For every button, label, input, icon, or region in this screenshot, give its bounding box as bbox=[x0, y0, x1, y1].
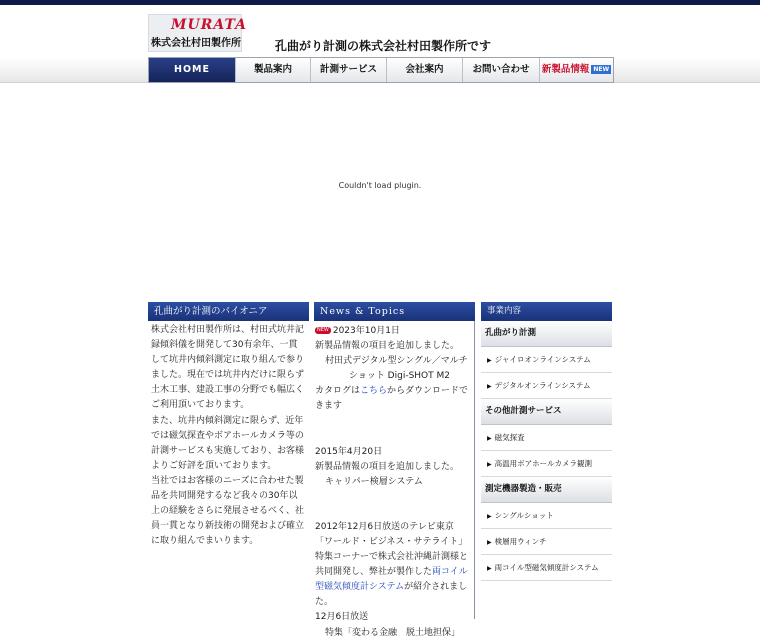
news-line: 新製品情報の項目を追加しました。 bbox=[315, 341, 460, 352]
intro-text bbox=[148, 321, 309, 549]
service-item-single-shot[interactable]: ▶ シングルショット bbox=[481, 503, 612, 529]
service-item-logging-winch[interactable]: ▶ 検層用ウィンチ bbox=[481, 529, 612, 555]
intro-paragraph: 当社ではお客様のニーズに合わせた製品を共同開発するなど我々の30年以上の経験をさらに発展させるべく、社員一貫となり新技術の開発および確立に取り組んでまいります。 bbox=[151, 475, 305, 547]
arrow-right-icon: ▶ bbox=[487, 357, 492, 364]
news-line: キャリパー検層システム bbox=[325, 476, 423, 487]
news-line: 「ワールド・ビジネス・サテライト」特集コーナーで株式会社沖縄計測様と共同開発し、弊社が製作した両コイル型磁気傾度計システムが紹介されました。 bbox=[315, 536, 469, 608]
service-item-magnetic-survey[interactable]: ▶ 磁気探査 bbox=[481, 425, 612, 451]
news-column bbox=[314, 302, 475, 638]
service-category-other[interactable]: その他計測サービス bbox=[481, 399, 612, 425]
catalog-download-link[interactable]: こちら bbox=[360, 386, 388, 397]
nav-products[interactable]: 製品案内 bbox=[236, 58, 311, 82]
arrow-right-icon: ▶ bbox=[487, 565, 492, 572]
arrow-right-icon: ▶ bbox=[487, 461, 492, 468]
logo-text: 株式会社村田製作所 bbox=[151, 38, 241, 49]
news-list bbox=[314, 321, 474, 641]
news-line: ショット Digi-SHOT M2 bbox=[349, 371, 450, 382]
nav-new-products-label: 新製品情報 bbox=[541, 64, 590, 75]
news-line: 新製品情報の項目を追加しました。 bbox=[315, 461, 460, 472]
new-badge: NEW bbox=[593, 66, 610, 73]
top-border-bar bbox=[0, 0, 760, 5]
news-spacer bbox=[315, 490, 471, 520]
nav-home[interactable]: HOME bbox=[149, 58, 236, 82]
intro-heading: 孔曲がり計測のパイオニア bbox=[148, 302, 309, 321]
new-tag-icon: NEW bbox=[317, 327, 329, 333]
magnetic-gradiometer-link[interactable]: 両コイル型磁気傾度計システム bbox=[315, 567, 468, 593]
service-category-borehole[interactable]: 孔曲がり計測 bbox=[481, 321, 612, 347]
company-logo[interactable] bbox=[148, 14, 247, 52]
arrow-right-icon: ▶ bbox=[487, 539, 492, 546]
intro-paragraph: また、坑井内傾斜測定に限らず、近年では磁気探査やボアホールカメラ等の計測サービスも実施しており、お客様よりご好評を頂いております。 bbox=[151, 415, 305, 471]
logo-mark: MURATA bbox=[171, 17, 247, 33]
news-date: 2012年12月6日放送のテレビ東京 bbox=[315, 521, 454, 532]
services-column bbox=[481, 302, 612, 581]
nav-company[interactable]: 会社案内 bbox=[387, 58, 463, 82]
news-line: 村田式デジタル型シングル／マルチ bbox=[325, 356, 468, 367]
news-scroll-area[interactable] bbox=[314, 321, 475, 638]
news-date: NEW 2023年10月1日 bbox=[317, 326, 400, 336]
service-item-digital-online[interactable]: ▶ デジタルオンラインシステム bbox=[481, 373, 612, 399]
arrow-right-icon: ▶ bbox=[487, 435, 492, 442]
news-date: 2015年4月20日 bbox=[315, 446, 383, 457]
nav-new-products[interactable] bbox=[540, 58, 613, 82]
plugin-error-message: Couldn't load plugin. bbox=[338, 181, 422, 190]
service-item-gradiometer-system[interactable]: ▶ 両コイル型磁気傾度計システム bbox=[481, 555, 612, 581]
news-line: カタログはこちらからダウンロードできます bbox=[315, 386, 469, 412]
intro-paragraph: 株式会社村田製作所は、村田式坑井記録傾斜儀を開発して30有余年、一貫して坑井内傾斜測定に取り組んで参りました。現在では坑井内だけに限らず土木工事、建設工事の分野でも幅広くご利用頂いております。 bbox=[151, 325, 305, 411]
services-heading: 事業内容 bbox=[481, 302, 612, 321]
service-item-borehole-camera[interactable]: ▶ 高温用ボアホールカメラ観測 bbox=[481, 451, 612, 477]
arrow-right-icon: ▶ bbox=[487, 513, 492, 520]
news-heading: News & Topics bbox=[314, 302, 475, 321]
service-category-manufacturing[interactable]: 測定機器製造・販売 bbox=[481, 477, 612, 503]
nav-services[interactable]: 計測サービス bbox=[311, 58, 387, 82]
news-spacer bbox=[315, 415, 471, 445]
service-item-gyro-online[interactable]: ▶ ジャイロオンラインシステム bbox=[481, 347, 612, 373]
intro-column bbox=[148, 302, 309, 549]
arrow-right-icon: ▶ bbox=[487, 383, 492, 390]
main-nav bbox=[148, 57, 614, 83]
news-line: 12月6日放送 bbox=[315, 612, 369, 623]
nav-contact[interactable]: お問い合わせ bbox=[463, 58, 540, 82]
site-title: 孔曲がり計測の株式会社村田製作所です bbox=[275, 39, 492, 53]
news-line: 特集「変わる金融 脱土地担保」 bbox=[325, 627, 461, 638]
